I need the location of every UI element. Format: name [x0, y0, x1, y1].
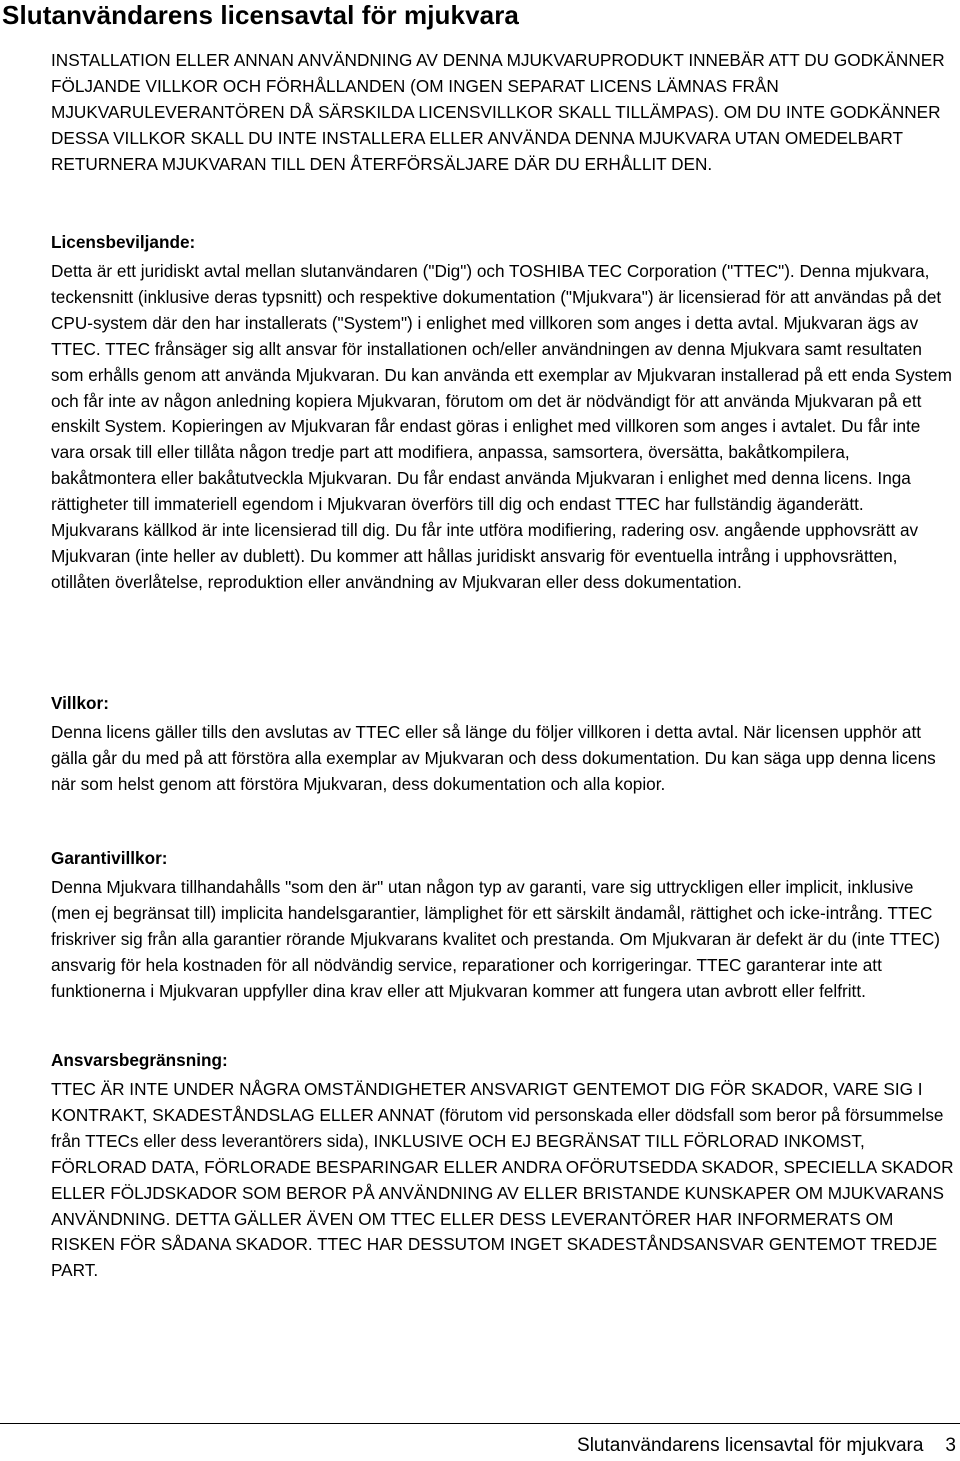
- section-heading-warranty: Garantivillkor:: [51, 848, 168, 868]
- section-text-license-grant: Detta är ett juridiskt avtal mellan slutanvändaren ("Dig") och TOSHIBA TEC Corporation ("TTEC"). Denna mjukvara, teckensnitt (inklusive deras typsnitt) och respektive dokumentation ("Mjukvara") är licensierad för att användas på det CPU-system där den har installerats ("System") i enlighet med villkoren som anges i detta avtal. Mjukvaran ägs av TTEC. TTEC frånsäger sig allt ansvar för installationen och/eller användningen av denna Mjukvara samt resultaten som erhålls genom att använda Mjukvaran. Du kan använda ett exemplar av Mjukvaran installerad på ett enda System och får inte av någon anledning kopiera Mjukvaran, förutom om det är nödvändigt för att använda Mjukvaran på ett enskilt System. Kopieringen av Mjukvaran får endast göras i enlighet med villkoren som anges i avtalet. Du får inte vara orsak till eller tillåta någon tredje part att modifiera, anpassa, samsortera, översätta, bakåtkompilera, bakåtmontera eller bakåtutveckla Mjukvaran. Du får endast använda Mjukvaran i enlighet med denna licens. Inga rättigheter till immateriell egendom i Mjukvaran överförs till dig och endast TTEC har fullständig äganderätt. Mjukvarans källkod är inte licensierad till dig. Du får inte utföra modifiering, radering osv. angående upphovsrätt av Mjukvaran (inte heller av dublett). Du kommer att hållas juridiskt ansvarig för eventuella intrång i upphovsrätten, otillåten överlåtelse, reproduktion eller användning av Mjukvaran eller dess dokumentation.: [51, 261, 952, 592]
- section-text-terms: Denna licens gäller tills den avslutas av TTEC eller så länge du följer villkoren i detta avtal. När licensen upphör att gälla går du med på att förstöra alla exemplar av Mjukvaran och dess dokumentation. Du kan säga upp denna licens när som helst genom att förstöra Mjukvaran, dess dokumentation och alla kopior.: [51, 722, 936, 794]
- section-heading-license-grant: Licensbeviljande:: [51, 232, 196, 252]
- section-heading-liability: Ansvarsbegränsning:: [51, 1050, 228, 1070]
- page-footer: [577, 1434, 956, 1458]
- footer-title: Slutanvändarens licensavtal för mjukvara: [577, 1435, 924, 1456]
- intro-paragraph: INSTALLATION ELLER ANNAN ANVÄNDNING AV DENNA MJUKVARUPRODUKT INNEBÄR ATT DU GODKÄNNER FÖLJANDE VILLKOR OCH FÖRHÅLLANDEN (OM INGEN SEPARAT LICENS LÄMNAS FRÅN MJUKVARULEVERANTÖREN DÅ SÄRSKILDA LICENSVILLKOR SKALL TILLÄMPAS). OM DU INTE GODKÄNNER DESSA VILLKOR SKALL DU INTE INSTALLERA ELLER ANVÄNDA DENNA MJUKVARA UTAN OMEDELBART RETURNERA MJUKVARAN TILL DEN ÅTERFÖRSÄLJARE DÄR DU ERHÅLLIT DEN.: [51, 50, 945, 174]
- page-title: Slutanvändarens licensavtal för mjukvara: [2, 0, 519, 30]
- section-text-liability: TTEC ÄR INTE UNDER NÅGRA OMSTÄNDIGHETER ANSVARIGT GENTEMOT DIG FÖR SKADOR, VARE SIG I KONTRAKT, SKADESTÅNDSLAG ELLER ANNAT (förutom vid personskada eller dödsfall som beror på försummelse från TTECs eller dess leverantörers sida), INKLUSIVE OCH EJ BEGRÄNSAT TILL FÖRLORAD INKOMST, FÖRLORAD DATA, FÖRLORADE BESPARINGAR ELLER ANDRA OFÖRUTSEDDA SKADOR, SPECIELLA SKADOR ELLER FÖLJDSKADOR SOM BEROR PÅ ANVÄNDNING AV ELLER BRISTANDE KUNSKAPER OM MJUKVARANS ANVÄNDNING. DETTA GÄLLER ÄVEN OM TTEC ELLER DESS LEVERANTÖRER HAR INFORMERATS OM RISKEN FÖR SÅDANA SKADOR. TTEC HAR DESSUTOM INGET SKADESTÅNDSANSVAR GENTEMOT TREDJE PART.: [51, 1079, 954, 1281]
- section-heading-terms: Villkor:: [51, 693, 109, 713]
- page-number: 3: [945, 1435, 956, 1456]
- footer-divider: [0, 1423, 960, 1424]
- section-text-warranty: Denna Mjukvara tillhandahålls "som den är" utan någon typ av garanti, vare sig uttryckligen eller implicit, inklusive (men ej begränsat till) implicita handelsgarantier, lämplighet för ett särskilt ändamål, rättighet och icke-intrång. TTEC friskriver sig från alla garantier rörande Mjukvarans kvalitet och prestanda. Om Mjukvaran är defekt är du (inte TTEC) ansvarig för hela kostnaden för all nödvändig service, reparationer och korrigeringar. TTEC garanterar inte att funktionerna i Mjukvaran uppfyller dina krav eller att Mjukvaran kommer att fungera utan avbrott eller felfritt.: [51, 877, 941, 1001]
